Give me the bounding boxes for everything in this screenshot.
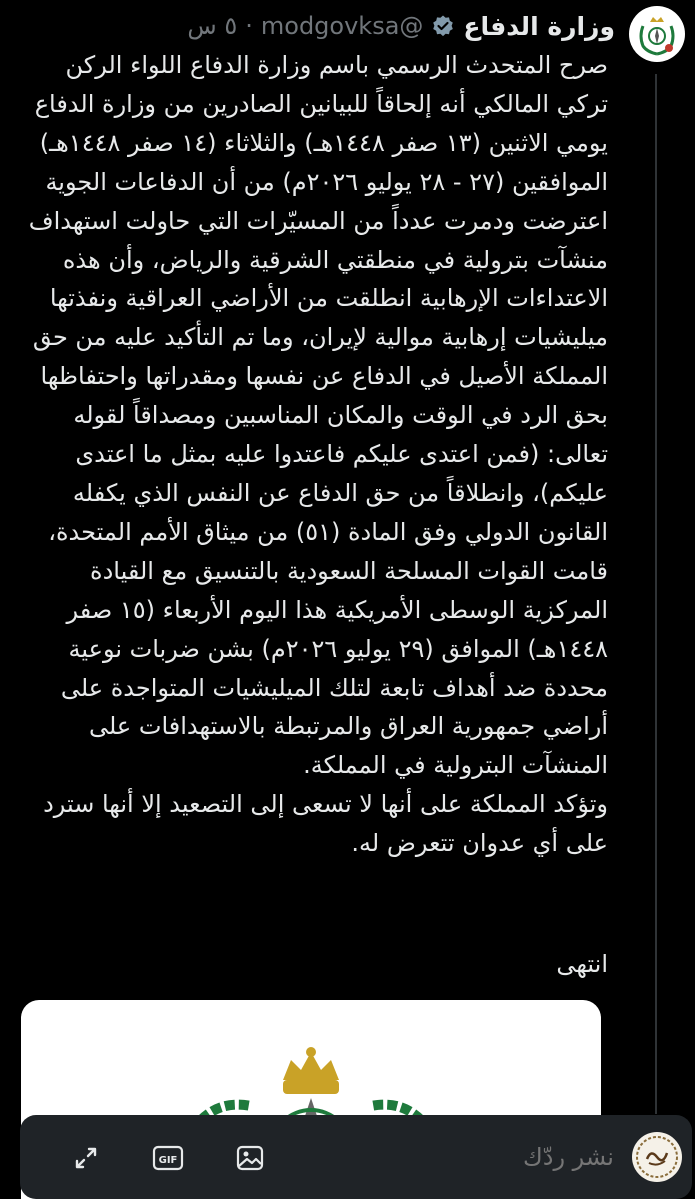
account-handle[interactable]: @modgovksa: [260, 12, 424, 40]
account-name[interactable]: وزارة الدفاع: [463, 11, 615, 41]
tweet-header: [187, 6, 615, 46]
composer-toolbar: [70, 1142, 266, 1174]
image-icon[interactable]: [234, 1142, 266, 1174]
calligraphy-avatar-icon: [635, 1135, 679, 1179]
gif-icon: [152, 1144, 184, 1172]
gif-label: GIF: [158, 1155, 178, 1166]
ministry-emblem-icon: [633, 10, 681, 58]
verified-badge-icon: [431, 14, 455, 38]
header-separator: ·: [245, 12, 253, 40]
thread-line: [655, 74, 657, 1114]
tweet-timestamp[interactable]: ٥ س: [187, 12, 238, 40]
reply-composer[interactable]: [20, 1115, 692, 1199]
reply-input[interactable]: [412, 1142, 616, 1172]
account-avatar[interactable]: [629, 6, 685, 62]
gif-button[interactable]: [152, 1142, 184, 1174]
tweet-ending: انتهى: [556, 950, 608, 978]
expand-icon[interactable]: [70, 1142, 102, 1174]
tweet-text: صرح المتحدث الرسمي باسم وزارة الدفاع اللواء الركن تركي المالكي أنه إلحاقاً للبيانين الصادرين من وزارة الدفاع يومي الاثنين (١٣ صفر ١٤٤٨هـ) والثلاثاء (١٤ صفر ١٤٤٨هـ) الموافقين (٢٧ - ٢٨ يوليو ٢٠٢٦م) من أن الدفاعات الجوية اعترضت ودمرت عدداً من المسيّرات التي حاولت استهداف منشآت بترولية في منطقتي الشرقية والرياض، وأن هذه الاعتداءات الإرهابية انطلقت من الأراضي العراقية ونفذتها ميليشيات إرهابية موالية لإيران، وما تم التأكيد عليه من حق المملكة الأصيل في الدفاع عن نفسها ومقدراتها واحتفاظها بحق الرد في الوقت والمكان المناسبين ومصداقاً لقوله تعالى: (فمن اعتدى عليكم فاعتدوا عليه بمثل ما اعتدى عليكم)، وانطلاقاً من حق الدفاع عن النفس الذي يكفله القانون الدولي وفق المادة (٥١) من ميثاق الأمم المتحدة، قامت القوات المسلحة السعودية بالتنسيق مع القيادة المركزية الوسطى الأمريكية هذا اليوم الأربعاء (١٥ صفر ١٤٤٨هـ) الموافق (٢٩ يوليو ٢٠٢٦م) بشن ضربات نوعية محددة ضد أهداف تابعة لتلك الميليشيات المتواجدة على أراضي جمهورية العراق والمرتبطة بالاستهدافات على المنشآت البترولية في المملكة. وتؤكد المملكة على أنها لا تسعى إلى التصعيد إلا أنها سترد على أي عدوان تتعرض له.: [28, 51, 608, 858]
user-avatar[interactable]: [632, 1132, 682, 1182]
